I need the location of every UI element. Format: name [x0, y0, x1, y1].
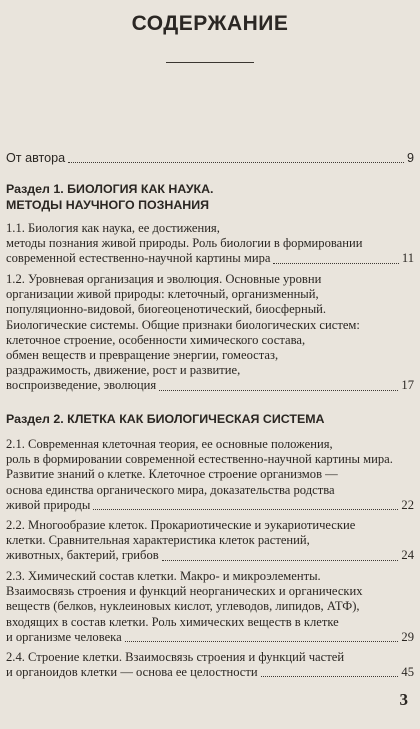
toc-page-number: 29 [401, 629, 414, 644]
toc-entry-line: современной естественно-научной картины мира [6, 251, 271, 266]
toc-entry-line: 2.2. Многообразие клеток. Прокариотические и эукариотические [6, 518, 356, 532]
section-heading-1 [6, 182, 214, 213]
toc-entry-line: Биологические системы. Общие признаки биологических систем: [6, 317, 360, 332]
section-heading-line: Раздел 1. БИОЛОГИЯ КАК НАУКА. [6, 182, 214, 196]
page-title: СОДЕРЖАНИЕ [131, 12, 289, 35]
toc-page-number: 9 [406, 151, 414, 165]
toc-entry-line: 2.1. Современная клеточная теория, ее основные положения, [6, 437, 333, 451]
toc-entry-2-2 [6, 518, 414, 564]
toc-entry-line: 2.3. Химический состав клетки. Макро- и микроэлементы. [6, 569, 321, 583]
toc-entry-line: входящих в состав клетки. Роль химических веществ в клетке [6, 614, 339, 629]
toc-entry-line: 1.1. Биология как наука, ее достижения, [6, 221, 220, 235]
section-heading-line: Раздел 2. КЛЕТКА КАК БИОЛОГИЧЕСКАЯ СИСТЕМА [6, 412, 325, 426]
toc-entry-text: От автора [6, 151, 66, 165]
toc-entry-line: воспроизведение, эволюция [6, 378, 157, 393]
toc-entry-line: раздражимость, движение, рост и развитие, [6, 363, 241, 378]
toc-entry-line: клеточное строение, особенности химического состава, [6, 332, 306, 347]
toc-page-number: 24 [401, 548, 414, 563]
toc-entry-line: организации живой природы: клеточный, организменный, [6, 287, 319, 302]
toc-entry-line: Взаимосвязь строения и функций неорганических и органических [6, 584, 363, 599]
toc-entry-2-1 [6, 437, 414, 513]
toc-page-number: 17 [401, 378, 414, 393]
toc-entry-1-1 [6, 221, 414, 267]
toc-entry-line: обмен веществ и превращение энергии, гомеостаз, [6, 348, 279, 363]
toc-entry-line: и органоидов клетки — основа ее целостности [6, 665, 258, 680]
toc-entry-line: и организме человека [6, 629, 122, 644]
leader-dots [93, 508, 398, 510]
leader-dots [125, 640, 399, 642]
toc-page-number: 22 [401, 497, 414, 512]
toc-page-number: 11 [401, 251, 414, 266]
leader-dots [273, 262, 398, 264]
toc-entry-line: 1.2. Уровневая организация и эволюция. Основные уровни [6, 272, 322, 286]
toc-entry-line: Развитие знаний о клетке. Клеточное строение организмов — [6, 467, 338, 482]
toc-entry-line: веществ (белков, нуклеиновых кислот, углеводов, липидов, АТФ), [6, 599, 360, 614]
leader-dots [261, 675, 399, 677]
toc-entry-line: живой природы [6, 497, 91, 512]
title-underline [166, 62, 254, 63]
section-heading-line: МЕТОДЫ НАУЧНОГО ПОЗНАНИЯ [6, 197, 210, 212]
toc-entry-line: методы познания живой природы. Роль биологии в формировании [6, 236, 363, 251]
section-heading-2 [6, 412, 324, 428]
toc-entry-2-4 [6, 650, 414, 680]
toc-entry-line: популяционно-видовой, биогеоценотический, биосферный. [6, 302, 327, 317]
toc-entry-line: клетки. Сравнительная характеристика клеток растений, [6, 533, 310, 548]
leader-dots [162, 559, 399, 561]
toc-entry-author [6, 151, 414, 166]
toc-entry-line: основа единства органического мира, доказательства родства [6, 482, 335, 497]
leader-dots [159, 389, 398, 391]
toc-entry-line: роль в формировании современной естественно-научной картины мира. [6, 452, 393, 467]
toc-entry-line: 2.4. Строение клетки. Взаимосвязь строения и функций частей [6, 650, 345, 664]
toc-entry-2-3 [6, 569, 414, 645]
toc-entry-line: животных, бактерий, грибов [6, 548, 159, 563]
toc-entry-1-2 [6, 272, 414, 394]
leader-dots [68, 161, 404, 163]
toc-page-number: 45 [401, 665, 414, 680]
page-number: 3 [399, 690, 408, 709]
